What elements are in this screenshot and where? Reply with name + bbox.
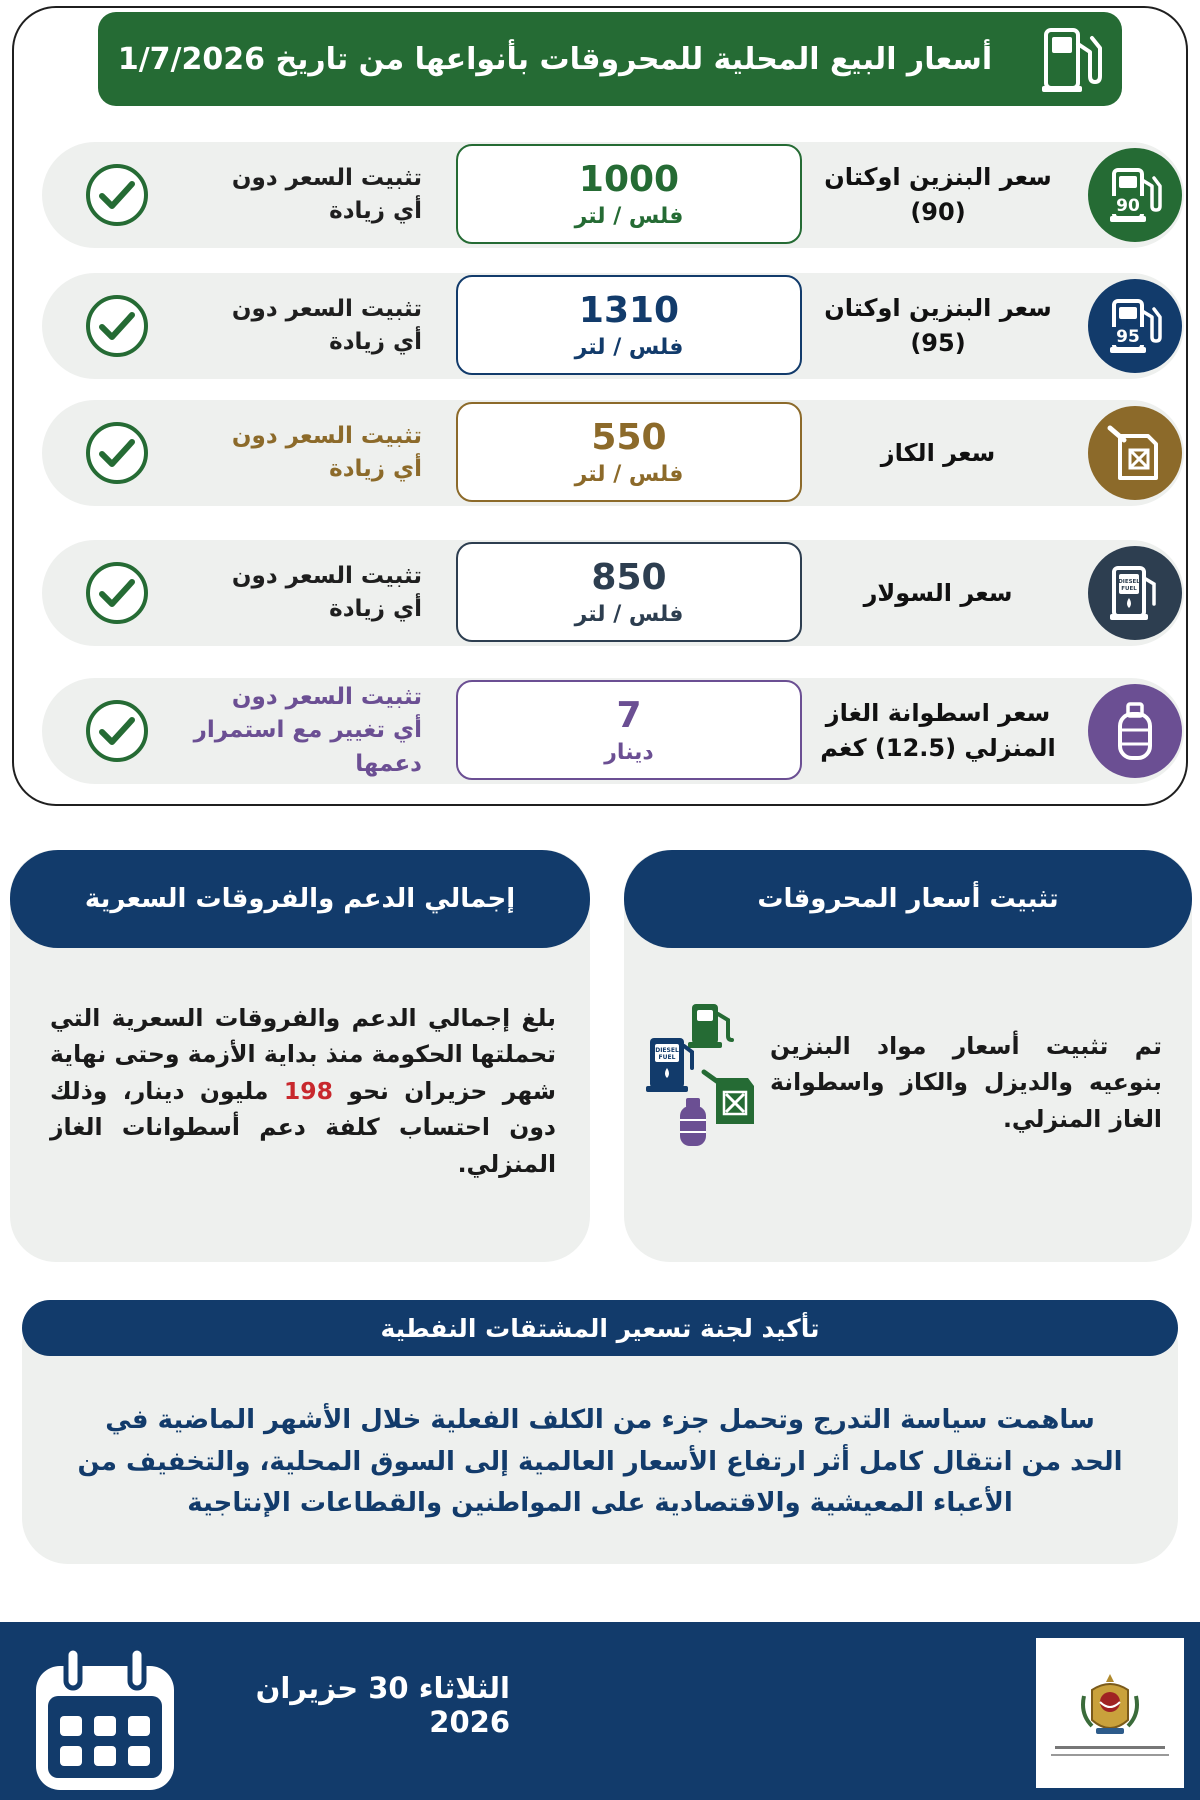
- price-value: 1000: [578, 158, 680, 200]
- checkmark-icon: [86, 562, 148, 624]
- price-status: [152, 540, 422, 646]
- footer-bar: [0, 1622, 1200, 1800]
- price-status: [152, 273, 422, 379]
- fuel-name-line: سعر السولار: [863, 578, 1013, 607]
- price-status: [152, 400, 422, 506]
- price-value: 7: [616, 694, 642, 736]
- checkmark-icon: [86, 700, 148, 762]
- fuel-price-row: [42, 540, 1184, 646]
- subsidy-panel: [10, 850, 590, 1262]
- price-status-line: تثبيت السعر دون: [231, 422, 422, 449]
- ministry-of-energy-logo: [1036, 1638, 1184, 1788]
- stabilization-panel-title: تثبيت أسعار المحروقات: [624, 850, 1192, 948]
- price-box: [456, 144, 802, 244]
- fuel-name-line: سعر الكاز: [880, 438, 996, 467]
- price-status-line: أي زيادة: [329, 456, 422, 482]
- stabilization-panel: [624, 850, 1192, 1262]
- price-status-line: تثبيت السعر دون: [231, 164, 422, 191]
- price-box: [456, 402, 802, 502]
- gas-cylinder-icon: [1088, 684, 1182, 778]
- checkmark-icon: [86, 422, 148, 484]
- fuel-name: [800, 400, 1076, 506]
- pricing-committee-line: الأعباء المعيشية والاقتصادية على المواطنين والقطاعات الإنتاجية: [187, 1488, 1013, 1519]
- subsidy-panel-title: إجمالي الدعم والفروقات السعرية: [10, 850, 590, 948]
- price-unit: فلس / لتر: [574, 462, 684, 488]
- fuel-name-line: سعر البنزين اوكتان (95): [824, 294, 1052, 357]
- logo-arabic-caption: [1055, 1746, 1165, 1749]
- fuel-price-row: [42, 273, 1184, 379]
- subsidy-text-start: بلغ إجمالي الدعم والفروقات السعرية التي تحملتها الحكومة منذ بداية الأزمة وحتى نهاية شهر حزيران نحو: [50, 1004, 556, 1105]
- price-unit: فلس / لتر: [574, 204, 684, 230]
- price-status-line: تثبيت السعر دون: [231, 683, 422, 710]
- price-status-line: أي زيادة: [329, 329, 422, 355]
- price-status-line: تثبيت السعر دون: [231, 295, 422, 322]
- fuel-name: [800, 273, 1076, 379]
- octane-95-pump-icon: [1088, 279, 1182, 373]
- price-value: 850: [591, 556, 667, 598]
- fuel-name: [800, 678, 1076, 784]
- pricing-committee-line: الحد من انتقال كامل أثر ارتفاع الأسعار العالمية إلى السوق المحلية، والتخفيف من: [77, 1446, 1123, 1477]
- price-status: [152, 678, 422, 784]
- svg-text:FUEL: FUEL: [658, 1054, 676, 1061]
- price-value: 550: [591, 416, 667, 458]
- logo-english-caption: [1051, 1754, 1169, 1756]
- svg-text:90: 90: [1116, 196, 1140, 216]
- fuel-name-line: سعر اسطوانة الغاز: [825, 699, 1051, 728]
- svg-text:DIESEL: DIESEL: [1118, 579, 1140, 585]
- checkmark-icon: [86, 164, 148, 226]
- price-status-line: أي زيادة: [329, 198, 422, 224]
- kerosene-jerrycan-icon: [1088, 406, 1182, 500]
- svg-text:95: 95: [1116, 327, 1140, 347]
- prices-header-banner: [98, 12, 1122, 106]
- price-status-line: أي زيادة: [329, 596, 422, 622]
- footer-date: الثلاثاء 30 حزيران 2026: [255, 1671, 510, 1739]
- fuel-name: [800, 142, 1076, 248]
- fuel-name: [800, 540, 1076, 646]
- svg-text:DIESEL: DIESEL: [655, 1047, 679, 1054]
- fuel-name-line: المنزلي (12.5) كغم: [820, 734, 1056, 762]
- octane-90-pump-icon: [1088, 148, 1182, 242]
- fuel-prices-card: [12, 6, 1188, 806]
- subsidy-panel-text: [50, 1000, 556, 1182]
- price-status: [152, 142, 422, 248]
- pricing-committee-line: ساهمت سياسة التدرج وتحمل جزء من الكلف الفعلية خلال الأشهر الماضية في: [105, 1405, 1095, 1435]
- prices-title: أسعار البيع المحلية للمحروقات بأنواعها من تاريخ 1/7/2026: [117, 41, 993, 77]
- svg-text:FUEL: FUEL: [1121, 586, 1137, 592]
- stabilization-panel-text: تم تثبيت أسعار مواد البنزين بنوعيه والديزل والكاز واسطوانة الغاز المنزلي.: [770, 1032, 1162, 1133]
- price-box: [456, 542, 802, 642]
- checkmark-icon: [86, 295, 148, 357]
- fuel-products-cluster-icon: [644, 1002, 774, 1152]
- fuel-pump-icon: [1040, 24, 1102, 94]
- price-unit: فلس / لتر: [574, 335, 684, 361]
- price-unit: فلس / لتر: [574, 602, 684, 628]
- price-unit: دينار: [604, 740, 654, 766]
- fuel-price-row: [42, 142, 1184, 248]
- diesel-pump-icon: [1088, 546, 1182, 640]
- price-box: [456, 275, 802, 375]
- price-status-line: تثبيت السعر دون: [231, 562, 422, 589]
- subsidy-text-end: مليون دينار، وذلك دون احتساب كلفة دعم أسطوانات الغاز المنزلي.: [50, 1076, 556, 1178]
- pricing-committee-text: [52, 1400, 1148, 1525]
- pricing-committee-title: تأكيد لجنة تسعير المشتقات النفطية: [22, 1300, 1178, 1356]
- price-box: [456, 680, 802, 780]
- fuel-name-line: سعر البنزين اوكتان (90): [824, 163, 1052, 226]
- fuel-price-row: [42, 400, 1184, 506]
- price-status-line: أي تغيير مع استمرار: [193, 717, 422, 744]
- price-value: 1310: [578, 289, 680, 331]
- price-status-line: دعمها: [355, 750, 422, 777]
- subsidy-amount: 198: [283, 1076, 333, 1105]
- pricing-committee-panel: [22, 1300, 1178, 1564]
- calendar-icon: [30, 1642, 180, 1794]
- fuel-price-row: [42, 678, 1184, 784]
